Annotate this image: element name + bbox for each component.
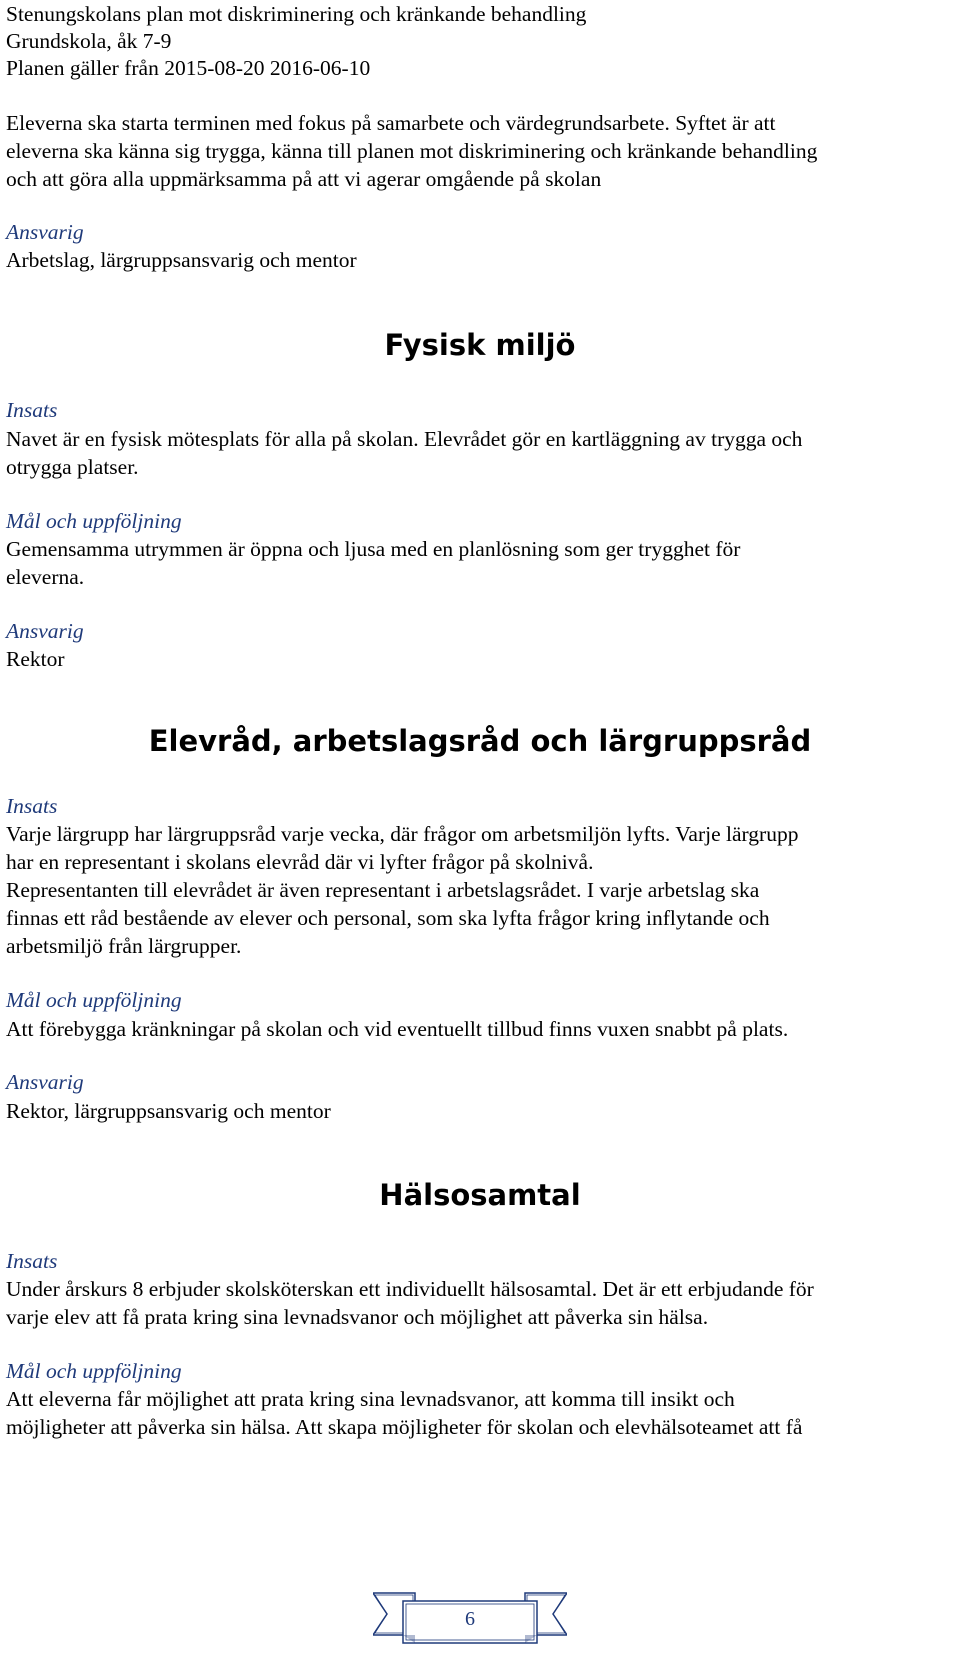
document-validity: Planen gäller från 2015-08-20 2016-06-10 xyxy=(6,56,371,80)
intro-line: eleverna ska känna sig trygga, känna till planen mot diskriminering och kränkande behandling xyxy=(6,139,818,163)
mal-line: Gemensamma utrymmen är öppna och ljusa med en planlösning som ger trygghet för xyxy=(6,537,741,561)
page-number: 6 xyxy=(465,1608,475,1630)
insats-label: Insats xyxy=(6,794,58,818)
mal-line: Att förebygga kränkningar på skolan och vid eventuellt tillbud finns vuxen snabbt på plats. xyxy=(6,1017,789,1041)
document-subtitle: Grundskola, åk 7-9 xyxy=(6,29,172,53)
intro-line: och att göra alla uppmärksamma på att vi agerar omgående på skolan xyxy=(6,167,602,191)
insats-line: har en representant i skolans elevråd där vi lyfter frågor på skolnivå. xyxy=(6,850,594,874)
insats-label: Insats xyxy=(6,398,58,422)
mal-label: Mål och uppföljning xyxy=(6,509,182,533)
insats-label: Insats xyxy=(6,1249,58,1273)
ansvarig-text: Rektor xyxy=(6,647,65,671)
document-title: Stenungskolans plan mot diskriminering och kränkande behandling xyxy=(6,2,587,26)
mal-line: eleverna. xyxy=(6,565,85,589)
intro-line: Eleverna ska starta terminen med fokus på samarbete och värdegrundsarbete. Syftet är att xyxy=(6,111,776,135)
section-heading-elevrad: Elevråd, arbetslagsråd och lärgruppsråd xyxy=(148,724,812,758)
insats-line: Under årskurs 8 erbjuder skolsköterskan ett individuellt hälsosamtal. Det är ett erbjudande för xyxy=(6,1277,814,1301)
ansvarig-text: Arbetslag, lärgruppsansvarig och mentor xyxy=(6,248,357,272)
insats-line: varje elev att få prata kring sina levnadsvanor och möjlighet att påverka sin hälsa. xyxy=(6,1305,709,1329)
ansvarig-label: Ansvarig xyxy=(6,220,84,244)
section-heading-fysisk-miljo: Fysisk miljö xyxy=(384,328,576,362)
ansvarig-label: Ansvarig xyxy=(6,619,84,643)
insats-line: Navet är en fysisk mötesplats för alla på skolan. Elevrådet gör en kartläggning av trygga och xyxy=(6,427,803,451)
ansvarig-text: Rektor, lärgruppsansvarig och mentor xyxy=(6,1099,331,1123)
mal-label: Mål och uppföljning xyxy=(6,988,182,1012)
insats-line: otrygga platser. xyxy=(6,455,139,479)
mal-line: Att eleverna får möjlighet att prata kring sina levnadsvanor, att komma till insikt och xyxy=(6,1387,735,1411)
ansvarig-label: Ansvarig xyxy=(6,1070,84,1094)
insats-line: Varje lärgrupp har lärgruppsråd varje vecka, där frågor om arbetsmiljön lyfts. Varje lärgrupp xyxy=(6,822,799,846)
insats-line: finnas ett råd bestående av elever och personal, som ska lyfta frågor kring inflytande och xyxy=(6,906,770,930)
page-footer xyxy=(373,1585,567,1645)
mal-label: Mål och uppföljning xyxy=(6,1359,182,1383)
insats-line: arbetsmiljö från lärgrupper. xyxy=(6,934,242,958)
mal-line: möjligheter att påverka sin hälsa. Att skapa möjligheter för skolan och elevhälsoteamet att få xyxy=(6,1415,803,1439)
insats-line: Representanten till elevrådet är även representant i arbetslagsrådet. I varje arbetslag ska xyxy=(6,878,760,902)
section-heading-halsosamtal: Hälsosamtal xyxy=(379,1178,581,1212)
